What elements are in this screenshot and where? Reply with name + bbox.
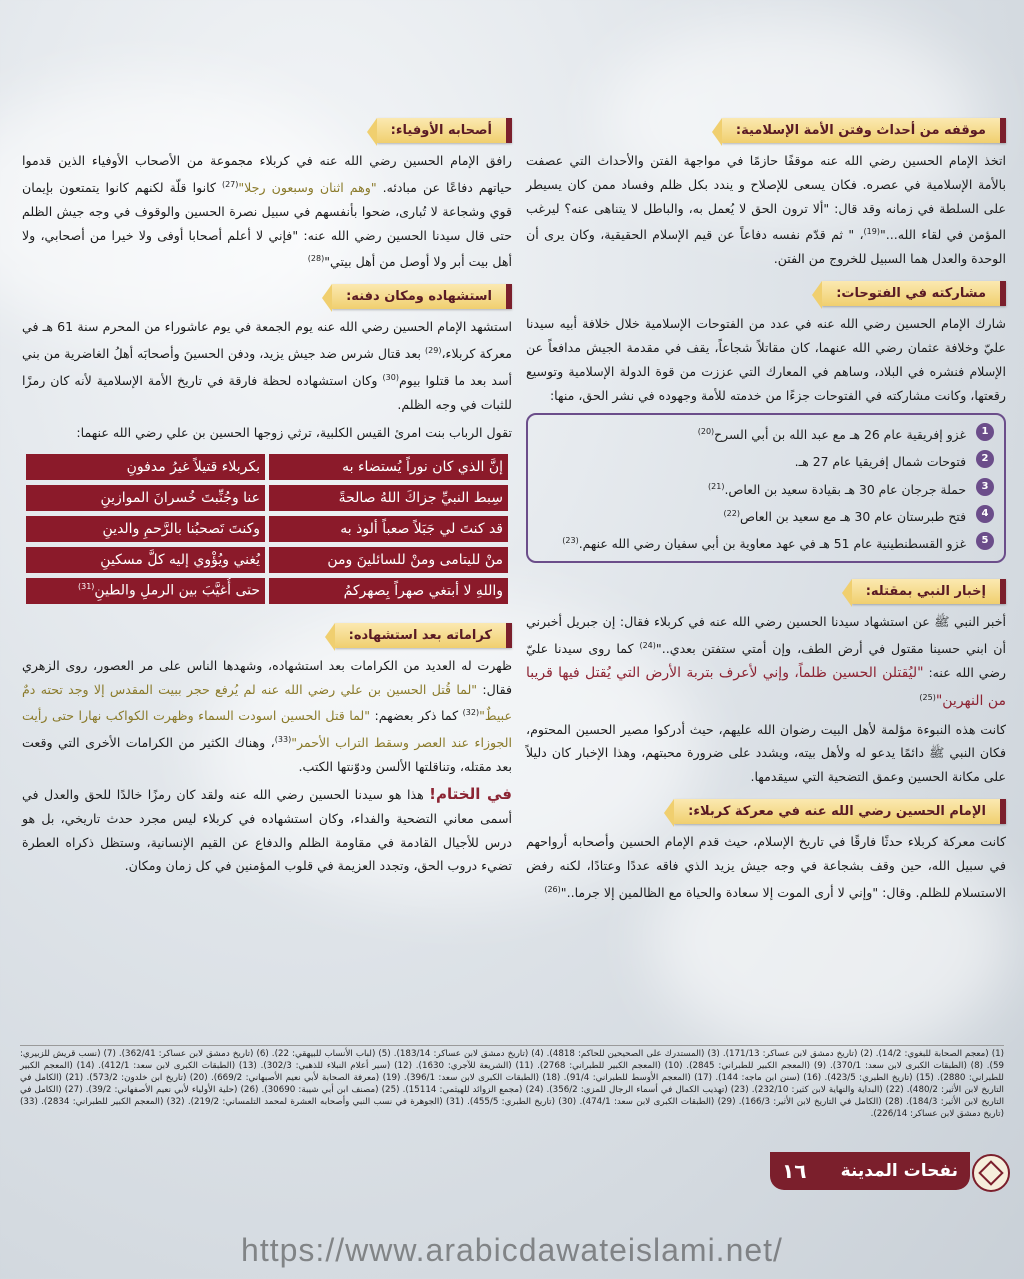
martyrdom-text-b: بعد قتال شرس ضد جيش يزيد، ودفن الحسينَ وأصحابَه أهلُ الغاضرية من بني أسد بعد ما قتلوا بيوم (22, 346, 512, 389)
conclusion-label: في الختام! (429, 785, 512, 804)
footnote-ref: (20) (697, 427, 715, 437)
footer-tab (770, 1152, 970, 1190)
poem-hemistich-text: حتى أُغيَّبَ بين الرملِ والطينِ (94, 583, 260, 600)
companions-text-b: كانوا قلّة لكنهم كانوا يتمتعون بإيمان قوي وشجاعة لا تُبارى، ضحوا بأنفسهم في سبيل نصرة الحسين والوقوف في وجه جيش الظلم حتى قال سيدنا الحسين رضي الله عنه: "فإني لا أعلم أصحابا أوفى ولا خيرا من أصحابي، ولا أهل بيت أبر ولا أوصل من أهل بيتي" (22, 179, 512, 270)
karbala-text: كانت معركة كربلاء حدثًا فارقًا في تاريخ الإسلام، حيث قدم الإمام الحسين وأصحابه أرواحهم في سبيل الله، حين وقف بشجاعة في وجه جيش يزيد الذي فاقه عددًا وعتادًا، لكنه رفض الاستسلام للظلم. وقال: "وإني لا أرى الموت إلا سعادة والحياة مع الظالمين إلا جرما.." (526, 833, 1006, 900)
companions-quote: "وهم اثنان وسبعون رجلا" (238, 179, 377, 195)
footnote-ref: (26) (544, 884, 561, 894)
poem-hemistich: سِبط النبيِّ جزاكَ اللهُ صالحةً (269, 485, 508, 511)
martyrdom-text-c: وكان استشهاده لحظة فارقة في تاريخ الأمة الإسلامية لأنه كان رمزًا للثبات في وجه الظلم. (22, 373, 512, 413)
stance-paragraph (526, 149, 1006, 271)
poem-hemistich: إنَّ الذي كان نوراً يُستضاء به (269, 454, 508, 480)
page-footer (716, 1150, 1016, 1192)
poem-hemistich: واللهِ لا أبتغي صهراً بِصهركمُ (269, 578, 508, 604)
right-column (526, 112, 1006, 909)
poem-hemistich: يُغني ويُؤْوي إليه كلَّ مسكينِ (26, 547, 265, 573)
list-number: 3 (976, 478, 994, 496)
prophecy-paragraph-2: كانت هذه النبوءة مؤلمة لأهل البيت رضوان الله عليهم، حيث أدركوا مصير الحسين المحتوم، فكان النبي ﷺ دائمًا يدعو له ولأهل بيته، ويشدد على ضرورة محبتهم، وهذا الإخبار كان دليلاً على مكانة الحسين وعمق التضحية التي سيقدمها. (526, 721, 1006, 785)
list-item (536, 530, 994, 555)
martyrdom-text: استشهد الإمام الحسين رضي الله عنه يوم الجمعة في يوم عاشوراء من المحرم سنة 61 هـ في معركة كربلاء، (22, 319, 512, 362)
poem-hemistich: قد كنتَ لي جَبَلاً صعباً ألوذ به (269, 516, 508, 542)
poem-verse (26, 516, 508, 542)
poem-hemistich (26, 578, 265, 604)
list-number: 5 (976, 532, 994, 550)
companions-paragraph (22, 149, 512, 274)
section-title-martyrdom: استشهاده ومكان دفنه: (332, 284, 512, 309)
karbala-paragraph (526, 830, 1006, 905)
prophecy-text-b: كما روى سيدنا عليّ رضي الله عنه: (526, 640, 1006, 680)
footnote-ref: (27) (221, 179, 239, 189)
elegy-poem (22, 449, 512, 609)
list-item-text: حملة جرجان عام 30 هـ بقيادة سعيد بن العاص. (724, 481, 966, 497)
prophecy-paragraph (526, 610, 1006, 714)
list-item (536, 476, 994, 501)
section-title-companions: أصحابه الأوفياء: (377, 118, 512, 143)
footnote-ref: (19) (863, 227, 880, 237)
list-item-text: فتوحات شمال إفريقيا عام 27 هـ. (794, 454, 966, 470)
martyrdom-paragraph (22, 315, 512, 417)
conquests-list (526, 413, 1006, 563)
list-number: 1 (976, 423, 994, 441)
conquests-paragraph: شارك الإمام الحسين رضي الله عنه في عدد من الفتوحات الإسلامية خلال خلافة أبيه سيدنا عليّ وخلافة عثمان رضي الله عنهما، كان مقاتلاً شجاعاً، يقف في مقدمة الجيش مدافعاً عن الإسلام فنشره في البلاد، وساهم في المعارك التي عززت من قوة الدولة الإسلامية وتوسيع رقعتها، وكانت مشاركته في الفتوحات جزءًا من خدمته للأمة وجهوده في نشر الحق، منها: (526, 316, 1006, 403)
poem-hemistich: منْ لليتامى ومنْ للسائلينَ ومن (269, 547, 508, 573)
poem-verse (26, 547, 508, 573)
prophecy-quote: "ليُقتلن الحسين ظلماً، وإني لأعرف بتربة الأرض التي يُقتل فيها قريبا من النهرين" (526, 664, 1006, 709)
section-title-miracles: كراماته بعد استشهاده: (335, 623, 512, 648)
miracles-text: ظهرت له العديد من الكرامات بعد استشهاده، وشهدها الناس على مر العصور، روى الزهري فقال: (22, 657, 513, 697)
list-item-text: غزو إفريقية عام 26 هـ مع عبد الله بن أبي السرح (714, 427, 966, 443)
footnote-ref: (25) (919, 692, 936, 702)
watermark-url: https://www.arabicdawateislami.net/ (241, 1232, 783, 1268)
poem-hemistich: وكنتَ تَصحبُنا بالرَّحمِ والدينِ (26, 516, 265, 542)
conclusion-paragraph (22, 783, 512, 878)
poem-hemistich: عنا وجُنِّبتَ خُسرانَ الموازينِ (26, 485, 265, 511)
list-item-text: غزو القسطنطينية عام 51 هـ في عهد معاوية بن أبي سفيان رضي الله عنهم. (578, 535, 966, 551)
footnote-ref: (32) (462, 708, 480, 718)
list-number: 2 (976, 450, 994, 468)
list-number: 4 (976, 505, 994, 523)
miracles-quote-1: "لما قُتل الحسين بن علي رضي الله عنه لم يُرفع حجر ببيت المقدس إلا وجد تحته دمٌ عبيطٌ" (22, 681, 512, 724)
footnotes: (1) (معجم الصحابة للبغوي: 14/2). (2) (تاريخ دمشق لابن عساكر: 171/13). (3) (المستدرك على الصحيحين للحاكم: 4818). (4) (تاريخ دمشق لابن عساكر: 183/14). (5) (لباب الأنساب للبيهقي: 22). (6) (تاريخ دمشق لابن عساكر: 362/41). (7) (نسب قريش للزبيري: 59). (8) (الطبقات الكبرى لابن سعد: 370/1). (9) (المعجم الكبير للطبراني: 2845). (10) (المعجم الكبير للطبراني: 2768). (11) (الشريعة للآجري: 1630). (12) (سير أعلام النبلاء للذهبي: 302/3). (13) (الطبقات الكبرى لابن سعد: 412/1). (14) (المعجم الكبير للطبراني: 2880). (15) (تاريخ الطبري: 423/5). (16) (سنن ابن ماجه: 144). (17) (المعجم الأوسط للطبراني: 91/4). (18) (الطبقات الكبرى لابن سعد: 396/1). (19) (معرفة الصحابة لأبي نعيم الأصبهاني: 669/2). (20) (تاريخ ابن خلدون: 573/2). (21) (الكامل في التاريخ لابن الأثير: 480/2). (22) (البداية والنهاية لابن كثير: 232/10). (23) (تهذيب الكمال في أسماء الرجال للمزي: 356/2). (24) (مجمع الزوائد للهيثمي: 15114). (25) (مصنف ابن أبي شيبة: 30690). (26) (حلية الأولياء لأبي نعيم الأصفهاني: 39/2). (27) (الكامل في التاريخ لابن الأثير: 184/3). (28) (الكامل في التاريخ لابن الأثير: 166/3). (29) (الطبقات الكبرى لابن سعد: 474/1). (30) (تاريخ الطبري: 455/5). (31) (الجوهرة في نسب النبي وأصحابه العشرة لمحمد التلمساني: 219/2). (32) (المعجم الكبير للطبراني: 2834). (33) (تاريخ دمشق لابن عساكر: 226/14). (20, 1045, 1004, 1120)
miracles-text-c: ، وهناك الكثير من الكرامات الأخرى التي وقعت بعد مقتله، وتناقلتها الألسن ودوّنتها الكتب. (22, 735, 512, 775)
poem-verse (26, 485, 508, 511)
footnote-ref: (24) (639, 640, 656, 650)
miracles-text-b: كما ذكر بعضهم: (370, 708, 463, 724)
miracles-paragraph (22, 654, 512, 779)
page-number: ١٦ (782, 1159, 807, 1183)
footnote-ref: (33) (274, 735, 292, 745)
list-item (536, 421, 994, 446)
poem-hemistich: بكربلاء قتيلاً غيرُ مدفونِ (26, 454, 265, 480)
footnote-ref: (21) (708, 481, 725, 491)
magazine-emblem-icon (972, 1154, 1010, 1192)
list-item (536, 448, 994, 473)
section-title-prophecy: إخبار النبي بمقتله: (852, 579, 1006, 604)
companions-text: رافق الإمام الحسين رضي الله عنه في كربلاء مجموعة من الأصحاب الأوفياء الذين قدموا حياتهم دفاعًا عن مبادئه. (22, 153, 513, 195)
elegy-intro: تقول الرباب بنت امرئ القيس الكلبية، ترثي زوجها الحسين بن علي رضي الله عنهما: (76, 424, 512, 440)
poem-verse (26, 454, 508, 480)
miracles-quote-2: "لما قتل الحسين اسودت السماء وظهرت الكواكب نهارا حتى رأيت الجوزاء عند العصر وسقط التراب الأحمر" (22, 708, 512, 751)
prophecy-text: أخبر النبي ﷺ عن استشهاد سيدنا الحسين رضي الله عنه في كربلاء فقال: إن جبريل أخبرني أن ابني حسينا مقتول في أرض الطف، وإن أمتي ستفتن بعدي.." (526, 613, 1007, 656)
conclusion-text: هذا هو سيدنا الحسين رضي الله عنه ولقد كان رمزًا خالدًا للحق والعدل في أسمى معاني التضحية والفداء، وكان استشهاده في كربلاء ليس مجرد حدث تاريخي، بل هو درس للأجيال القادمة في مقاومة الظلم والدفاع عن القيم الإنسانية، وستظل ذكراه العطرة تضيء دروب الحق، وتجدد العزيمة في قلوب المؤمنين في كل زمان ومكان. (22, 787, 512, 874)
list-item-text: فتح طبرستان عام 30 هـ مع سعيد بن العاص (739, 508, 966, 524)
poem-verse (26, 578, 508, 604)
section-title-stance: موقفه من أحداث وفتن الأمة الإسلامية: (722, 118, 1006, 143)
footnote-ref: (23) (562, 535, 579, 545)
footnote-ref: (30) (382, 373, 399, 383)
list-item (536, 503, 994, 528)
footnote-ref: (28) (307, 254, 325, 264)
section-title-karbala: الإمام الحسين رضي الله عنه في معركة كربلاء: (674, 799, 1006, 824)
stance-text-b: ، " ثم قدّم نفسه دفاعاً عن قيم الإسلام الحقيقية، وكان يرى أن الوحدة والعدل هما السبيل للخروج من الفتن. (526, 227, 1006, 267)
footnote-ref: (31) (77, 582, 95, 592)
section-title-conquests: مشاركته في الفتوحات: (822, 281, 1006, 306)
magazine-title: نفحات المدينة (840, 1161, 958, 1181)
stance-text: اتخذ الإمام الحسين رضي الله عنه موقفًا حازمًا في مواجهة الفتن والأحداث التي عصفت بالأمة الإسلامية في عصره. فكان يسعى للإصلاح و يندد بكل ظلم وفساد ممن كان يسيطر على السلطة في زمانه وقد قال: "ألا ترون الحق لا يُعمل به، والباطل لا يتناهى عنه؟ ليرغب المؤمن في لقاء الله..." (526, 153, 1006, 243)
left-column (22, 112, 512, 882)
footnote-ref: (22) (723, 508, 740, 518)
footnote-ref: (29) (425, 346, 442, 356)
